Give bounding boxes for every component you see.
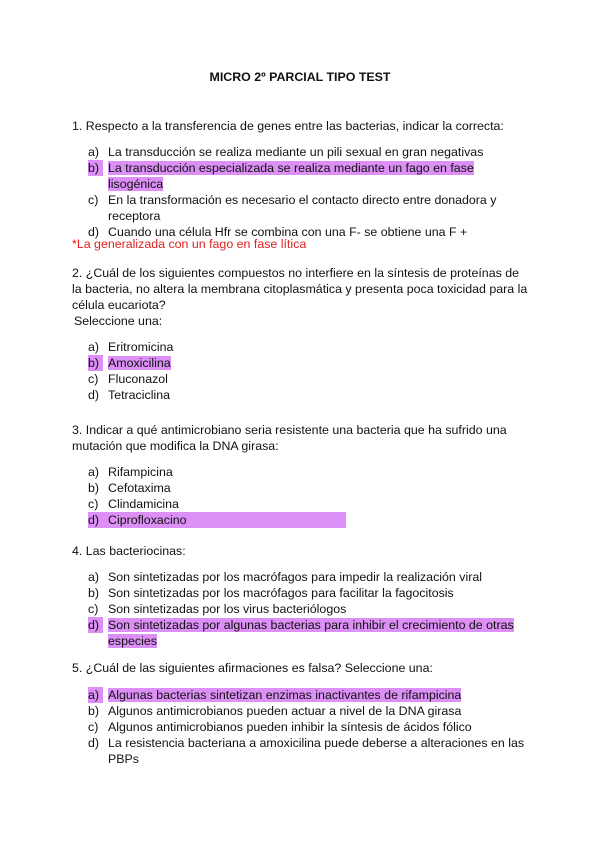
option-label: c) <box>88 720 99 734</box>
option-label: c) <box>88 602 99 616</box>
option-text: Algunos antimicrobianos pueden inhibir la síntesis de ácidos fólico <box>108 720 472 734</box>
question-1-option-c <box>88 192 528 224</box>
option-label: d) <box>88 736 100 750</box>
option-label: b) <box>88 481 100 495</box>
option-label: a) <box>88 687 103 703</box>
option-text: La resistencia bacteriana a amoxicilina puede deberse a alteraciones en las PBPs <box>108 736 525 766</box>
option-text: Son sintetizadas por los macrófagos para facilitar la fagocitosis <box>108 586 454 600</box>
option-label: c) <box>88 193 99 207</box>
question-3-option-d-highlighted <box>88 512 346 528</box>
option-label: c) <box>88 372 99 386</box>
question-1-option-a <box>88 144 528 160</box>
question-3-option-a <box>88 464 528 480</box>
option-label: a) <box>88 340 100 354</box>
question-2-option-d <box>88 387 528 403</box>
option-label: b) <box>88 704 100 718</box>
answer-note: *La generalizada con un fago en fase lítica <box>72 237 307 251</box>
question-4-option-b <box>88 585 528 601</box>
option-text: Eritromicina <box>108 340 174 354</box>
option-text: Son sintetizadas por algunas bacterias para inhibir el crecimiento de otras especies <box>108 618 514 648</box>
question-5-options <box>88 687 528 767</box>
option-text: La transducción especializada se realiza mediante un fago en fase lisogénica <box>108 161 474 191</box>
option-label: d) <box>88 513 100 527</box>
option-text: Son sintetizadas por los virus bacteriólogos <box>108 602 347 616</box>
option-label: a) <box>88 465 100 479</box>
option-label: d) <box>88 225 100 239</box>
question-5-option-a-highlighted <box>88 687 528 703</box>
option-label: b) <box>88 586 100 600</box>
option-text: Algunas bacterias sintetizan enzimas inactivantes de rifampicina <box>108 688 462 702</box>
option-label: a) <box>88 145 100 159</box>
question-5-option-c <box>88 719 528 735</box>
question-4: 4. Las bacteriocinas: <box>72 544 186 558</box>
option-label: d) <box>88 388 100 402</box>
question-2-options <box>88 339 528 403</box>
question-2-option-b-highlighted <box>88 355 528 371</box>
question-3-option-b <box>88 480 528 496</box>
document-title: MICRO 2º PARCIAL TIPO TEST <box>209 70 391 84</box>
option-label: b) <box>88 160 103 176</box>
option-text: Ciprofloxacino <box>108 513 187 527</box>
option-text: Algunos antimicrobianos pueden actuar a nivel de la DNA girasa <box>108 704 462 718</box>
question-4-options <box>88 569 528 649</box>
question-1: 1. Respecto a la transferencia de genes entre las bacterias, indicar la correcta: <box>72 119 504 133</box>
question-4-option-d-highlighted <box>88 617 528 649</box>
option-label: a) <box>88 570 100 584</box>
question-3-options <box>88 464 528 528</box>
option-label: b) <box>88 355 103 371</box>
question-2: 2. ¿Cuál de los siguientes compuestos no interfiere en la síntesis de proteínas de la bacteria, no altera la membrana citoplasmática y presenta poca toxicidad para la célula eucariota? <box>72 266 528 312</box>
option-text: La transducción se realiza mediante un pili sexual en gran negativas <box>108 145 484 159</box>
question-3-option-c <box>88 496 528 512</box>
question-1-option-b-highlighted <box>88 160 528 192</box>
option-text: Amoxicilina <box>108 356 171 370</box>
question-5-option-d <box>88 735 528 767</box>
question-3: 3. Indicar a qué antimicrobiano seria resistente una bacteria que ha sufrido una mutación que modifica la DNA girasa: <box>72 423 507 453</box>
option-text: En la transformación es necesario el contacto directo entre donadora y receptora <box>108 193 497 223</box>
question-1-options <box>88 144 528 240</box>
option-text: Cuando una célula Hfr se combina con una F- se obtiene una F + <box>108 225 468 239</box>
option-text: Fluconazol <box>108 372 168 386</box>
question-2-option-c <box>88 371 528 387</box>
option-text: Clindamicina <box>108 497 179 511</box>
question-5-option-b <box>88 703 528 719</box>
option-text: Cefotaxima <box>108 481 171 495</box>
option-text: Son sintetizadas por los macrófagos para impedir la realización viral <box>108 570 482 584</box>
option-text: Tetraciclina <box>108 388 170 402</box>
option-label: c) <box>88 497 99 511</box>
question-4-option-a <box>88 569 528 585</box>
question-4-option-c <box>88 601 528 617</box>
option-text: Rifampicina <box>108 465 173 479</box>
question-2-subtext: Seleccione una: <box>74 314 163 328</box>
question-2-option-a <box>88 339 528 355</box>
question-5: 5. ¿Cuál de las siguientes afirmaciones es falsa? Seleccione una: <box>72 661 433 675</box>
option-label: d) <box>88 617 103 633</box>
